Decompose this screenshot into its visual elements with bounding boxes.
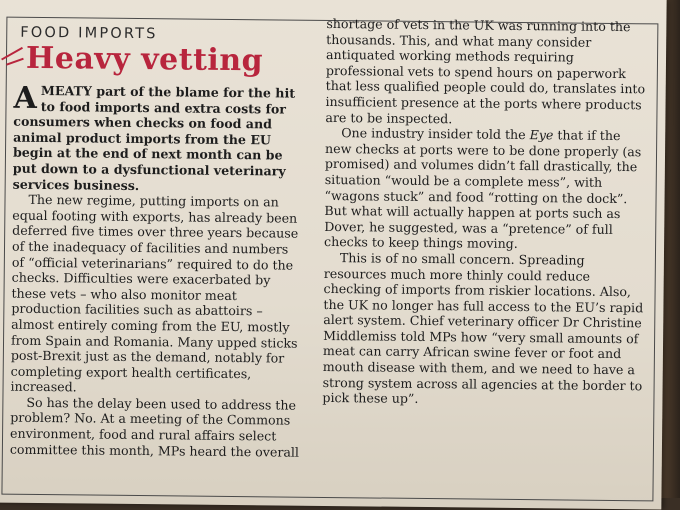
- article-column-right: [322, 16, 648, 409]
- body-paragraph: [324, 125, 647, 253]
- publication-name: Eye: [529, 127, 554, 143]
- body-paragraph: So has the delay been used to address the problem? No. At a meeting of the Commons environment, food and rural affairs select committee this month, MPs heard the overall: [9, 394, 300, 460]
- headline: Heavy vetting: [25, 40, 264, 79]
- body-paragraph: This is of no small concern. Spreading resources much more thinly could reduce checking of imports from riskier locations. Also, the UK no longer has full access to the EU’s rapid alert system. Chief veterinary officer Dr Christine Middlemiss told MPs how “very small amounts of meat can carry African swine fever or foot and mouth disease with them, and we need to have a strong system across all agencies at the border to pick these up”.: [322, 250, 644, 407]
- section-label: FOOD IMPORTS: [20, 24, 158, 43]
- text-run: One industry insider told the: [341, 125, 530, 143]
- body-paragraph: The new regime, putting imports on an equal footing with exports, has already been deferred five times over three years because of the inadequacy of facilities and numbers of “official veterinarians” required to do the checks. Difficulties were exacerbated by these vets – who also monitor meat production facilities such as abattoirs – almost entirely coming from the EU, mostly from Spain and Romania. Many upped sticks post-Brexit just as the demand, notably for completing export health certificates, increased.: [10, 192, 299, 395]
- lead-paragraph: [12, 80, 306, 195]
- text-run: that if the new checks at ports were to be done properly (as promised) and volumes didn’t fall drastically, the situation “would be a complete mess”, with “wagons stuck” and food “rotting on the dock”. But what will actually happen at ports such as Dover, he suggested, was a “pretence” of full checks to keep things moving.: [324, 127, 642, 252]
- drop-cap: A: [13, 80, 38, 116]
- article-column-left: [10, 25, 307, 460]
- headline-block: [14, 40, 306, 84]
- body-paragraph: shortage of vets in the UK was running into the thousands. This, and what many consider antiquated working methods requiring professional vets to spend hours on paperwork that less qualified people could do, translates into insufficient presence at the ports where products are to be inspected.: [325, 15, 646, 126]
- lead-text: MEATY part of the blame for the hit to food imports and extra costs for consumers when checks on food and animal product imports from the EU begin at the end of next month can be put down to a dysfunctional veterinary services business.: [12, 82, 296, 193]
